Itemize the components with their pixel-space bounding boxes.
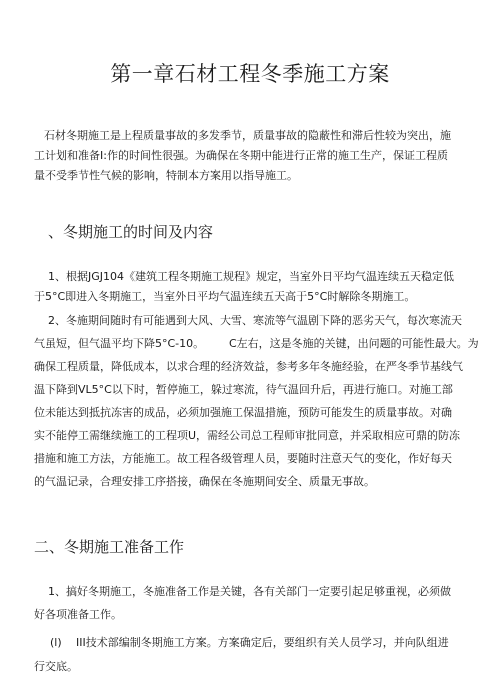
section-1-p2-line-6: 实不能停工需继续施工的工程项U，需经公司总工程师审批同意，并采取相应可鼎的防冻 xyxy=(34,429,461,442)
section-1-p1-line-1: 1、根据JGJ104《建筑工程冬期施工规程》规定，当室外日平均气温连续五天稳定低 xyxy=(48,270,455,283)
section-2-p2-line-2: 行交底。 xyxy=(34,660,78,673)
section-1-p2-line-3: 确保工程质量，降低成本，以求合理的经济效益，参考多年冬施经验，在严冬季节基线气 xyxy=(34,360,463,373)
section-1-heading: 、冬期施工的时间及内容 xyxy=(48,223,214,241)
section-1-p2-line-2b: C左右，这是冬施的关键，出问题的可能性最大。为 xyxy=(229,337,479,350)
page-title: 第一章石材工程冬季施工方案 xyxy=(110,62,390,86)
section-2-p1-line-1: 1、搞好冬期施工，冬施准备工作是关键，各有关部门一定要引起足够重视，必须做 xyxy=(48,585,451,598)
intro-line-1: 石材冬期施工是上程质量事故的多发季节，质量事故的隐蔽性和滞后性较为突出，施 xyxy=(44,129,451,142)
section-1-p2-line-7: 措施和施工方法，方能施工。故工程各级管理人员，要随时注意天气的变化，作好每天 xyxy=(34,452,452,465)
section-2-p1-line-2: 好各项准备工作。 xyxy=(34,608,122,621)
section-1-p2-line-4: 温下降到VL5°C以下时，暂停施工，躲过寒流，待气温回升后，再进行施口。对施工部 xyxy=(34,383,453,396)
section-1-p1-line-2: 于5°C即进入冬期施工，当室外日平均气温连续五天高于5°C时解除冬期施工。 xyxy=(34,290,416,303)
section-1-p2-line-1: 2、冬施期间随时有可能遇到大风、大雪、寒流等气温剧下降的恶劣天气，每次寒流天 xyxy=(48,314,462,327)
section-2-p2-marker: (l) xyxy=(50,636,62,649)
section-2-p2-line-1: III技术部编制冬期施工方案。方案确定后，要组织有关人员学习，并向队组进 xyxy=(76,636,449,649)
intro-line-2: 工计划和准备I:作的时间性很强。为确保在冬期中能进行正常的施工生产，保证工程质 xyxy=(34,149,448,162)
section-2-heading: 二、冬期施工准备工作 xyxy=(34,538,185,556)
intro-line-3: 量不受季节性气候的影响，特制本方案用以指导施工。 xyxy=(34,169,298,182)
section-1-p2-line-2a: 气虽短，但气温平均下降5°C-10。 xyxy=(34,337,205,350)
section-1-p2-line-8: 的气温记录，合理安排工序搭接，确保在冬施期间安全、质量无事故。 xyxy=(34,475,375,488)
section-1-p2-line-5: 位未能达到抵抗冻害的成品，必须加强施工保温措施，预防可能发生的质量事故。对确 xyxy=(34,406,452,419)
